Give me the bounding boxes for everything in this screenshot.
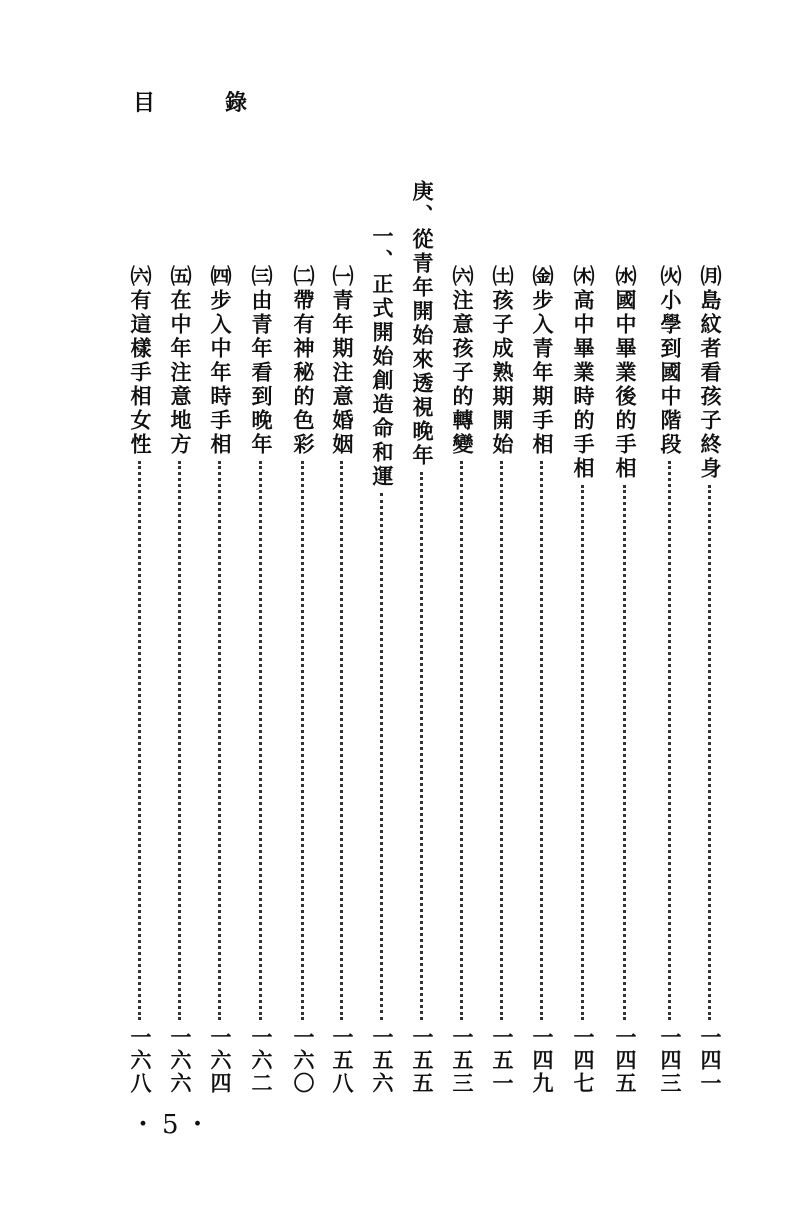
toc-entry-page: 一六〇 [291, 1026, 316, 1095]
toc-entry-page: 一五八 [330, 1026, 355, 1095]
toc-entry-page: 一六六 [168, 1026, 193, 1095]
leader-dots [340, 461, 343, 1020]
toc-entry-page: 一五三 [450, 1026, 475, 1095]
toc-entry-title: ㈥注意孩子的轉變 [450, 265, 475, 457]
toc-entry-page: 一六二 [249, 1026, 274, 1095]
toc-entry-title: 一、正式開始創造命和運 [370, 225, 395, 489]
leader-dots [708, 485, 711, 1020]
leader-dots [540, 461, 543, 1020]
leader-dots [178, 461, 181, 1020]
toc-entry-title: ㈮步入青年期手相 [530, 265, 555, 457]
leader-dots [460, 461, 463, 1020]
toc-entry-page: 一五六 [370, 1026, 395, 1095]
leader-dots [301, 461, 304, 1020]
leader-dots [138, 461, 141, 1020]
toc-entry-page: 一四三 [658, 1026, 683, 1095]
leader-dots [581, 485, 584, 1020]
toc-entry-title: ㈡帶有神秘的色彩 [291, 265, 316, 457]
toc-entry-title: ㈬國中畢業後的手相 [613, 265, 638, 481]
leader-dots [259, 461, 262, 1020]
toc-entry-title: ㈫小學到國中階段 [658, 265, 683, 457]
toc-entry-page: 一四九 [530, 1026, 555, 1095]
page-heading: 目 錄 [133, 90, 272, 116]
leader-dots [623, 485, 626, 1020]
leader-dots [500, 461, 503, 1020]
toc-entry-title: ㈤在中年注意地方 [168, 265, 193, 457]
leader-dots [668, 461, 671, 1020]
toc-entry-page: 一五一 [490, 1026, 515, 1095]
toc-entry-page: 一四五 [613, 1026, 638, 1095]
leader-dots [380, 493, 383, 1020]
toc-entry-title: ㈠青年期注意婚姻 [330, 265, 355, 457]
toc-entry-title: ㈪島紋者看孩子終身 [698, 265, 723, 481]
toc-entry-title: ㈣步入中年時手相 [208, 265, 233, 457]
page-number: ・5・ [130, 1110, 217, 1140]
toc-entry-title: 庚、從青年開始來透視晚年 [410, 180, 435, 468]
toc-entry-title: ㈢由青年看到晚年 [249, 265, 274, 457]
toc-entry-title: ㈭高中畢業時的手相 [571, 265, 596, 481]
toc-entry-page: 一五五 [410, 1026, 435, 1095]
toc-entry-title: ㈯孩子成熟期開始 [490, 265, 515, 457]
toc-entry-page: 一四七 [571, 1026, 596, 1095]
toc-entry-page: 一六八 [128, 1026, 153, 1095]
toc-entry-page: 一六四 [208, 1026, 233, 1095]
leader-dots [218, 461, 221, 1020]
toc-entry-page: 一四一 [698, 1026, 723, 1095]
toc-entry-title: ㈥有這樣手相女性 [128, 265, 153, 457]
leader-dots [420, 472, 423, 1020]
